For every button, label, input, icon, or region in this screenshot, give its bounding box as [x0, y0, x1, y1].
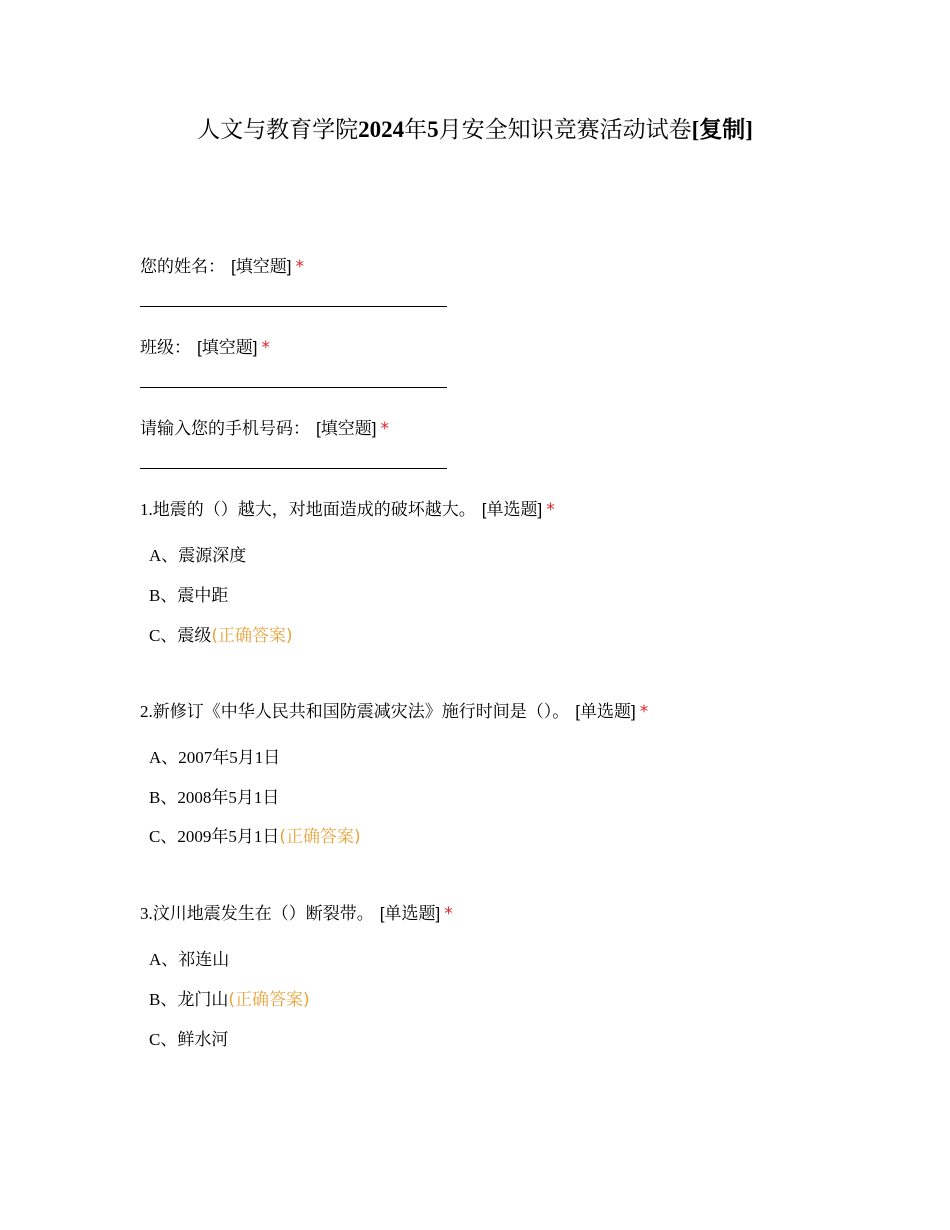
- page-title: [0, 111, 950, 144]
- correct-answer-label: (正确答案): [228, 990, 310, 1010]
- option-year: 2009: [177, 827, 212, 846]
- option-unit: 日: [262, 827, 280, 847]
- option-unit: 月: [236, 788, 254, 808]
- option-letter: A、: [149, 950, 179, 969]
- required-mark: *: [546, 500, 555, 520]
- option-unit: 月: [237, 748, 255, 768]
- question-text: 汶川地震发生在（）断裂带。: [152, 904, 374, 924]
- option-unit: 年: [212, 748, 230, 768]
- option-text: 龙门山: [177, 990, 229, 1010]
- required-mark: *: [295, 257, 304, 277]
- question-number: 3.: [140, 904, 153, 923]
- title-year: 2024: [358, 117, 405, 142]
- option-letter: A、: [149, 748, 179, 767]
- class-answer-line[interactable]: [140, 387, 447, 388]
- question-type: [单选题]: [379, 904, 441, 923]
- correct-answer-label: (正确答案): [279, 827, 361, 847]
- option-year: 2008: [177, 788, 212, 807]
- question-phone: [140, 414, 389, 439]
- question-type: [单选题]: [575, 702, 636, 721]
- option-3c[interactable]: [149, 1025, 228, 1050]
- title-part: 年: [404, 117, 428, 142]
- option-text: 震级: [177, 626, 212, 646]
- question-label: 您的姓名：: [140, 257, 225, 277]
- option-month: 5: [229, 748, 238, 767]
- question-type: [填空题]: [197, 338, 258, 357]
- question-1: [140, 495, 555, 520]
- option-unit: 年: [211, 788, 229, 808]
- title-suffix: [复制]: [691, 117, 753, 142]
- option-day: 1: [254, 748, 264, 767]
- option-unit: 日: [263, 748, 281, 768]
- option-letter: B、: [149, 788, 178, 807]
- option-month: 5: [228, 788, 237, 807]
- name-answer-line[interactable]: [140, 306, 447, 307]
- option-text: 鲜水河: [177, 1030, 229, 1050]
- option-unit: 年: [211, 827, 229, 847]
- required-mark: *: [444, 904, 453, 924]
- option-1b[interactable]: [149, 581, 228, 606]
- question-type: [单选题]: [481, 500, 543, 519]
- question-label: 班级：: [140, 338, 191, 358]
- question-type: [填空题]: [316, 419, 377, 438]
- question-number: 1.: [140, 500, 153, 519]
- required-mark: *: [261, 338, 270, 358]
- option-letter: B、: [149, 586, 178, 605]
- correct-answer-label: (正确答案): [211, 626, 293, 646]
- option-1c[interactable]: [149, 621, 293, 646]
- question-class: [140, 333, 270, 358]
- title-part: 月安全知识竞赛活动试卷: [438, 117, 692, 142]
- option-day: 1: [253, 827, 263, 846]
- phone-answer-line[interactable]: [140, 468, 447, 469]
- question-text: 地震的（）越大，对地面造成的破坏越大。: [152, 500, 476, 520]
- option-year: 2007: [178, 748, 213, 767]
- title-part: 人文与教育学院: [197, 117, 359, 142]
- option-month: 5: [228, 827, 237, 846]
- option-text: 祁连山: [178, 950, 230, 970]
- question-number: 2.: [140, 702, 153, 721]
- option-1a[interactable]: [149, 541, 246, 566]
- required-mark: *: [380, 419, 389, 439]
- option-text: 震中距: [177, 586, 229, 606]
- question-name: [140, 252, 304, 277]
- option-letter: C、: [149, 1030, 178, 1049]
- option-unit: 日: [262, 788, 280, 808]
- option-letter: A、: [149, 546, 179, 565]
- option-day: 1: [253, 788, 263, 807]
- question-text: 新修订《中华人民共和国防震减灾法》施行时间是（）。: [152, 702, 570, 722]
- option-2a[interactable]: [149, 743, 280, 768]
- question-2: [140, 697, 648, 722]
- question-type: [填空题]: [231, 257, 292, 276]
- option-unit: 月: [236, 827, 254, 847]
- option-2c[interactable]: [149, 822, 361, 847]
- option-letter: C、: [149, 626, 178, 645]
- option-3a[interactable]: [149, 945, 229, 970]
- option-2b[interactable]: [149, 783, 279, 808]
- question-label: 请输入您的手机号码：: [140, 419, 310, 439]
- option-letter: C、: [149, 827, 178, 846]
- question-3: [140, 899, 453, 924]
- option-3b[interactable]: [149, 985, 310, 1010]
- required-mark: *: [639, 702, 649, 722]
- option-text: 震源深度: [178, 546, 247, 566]
- title-month: 5: [427, 117, 439, 142]
- option-letter: B、: [149, 990, 178, 1009]
